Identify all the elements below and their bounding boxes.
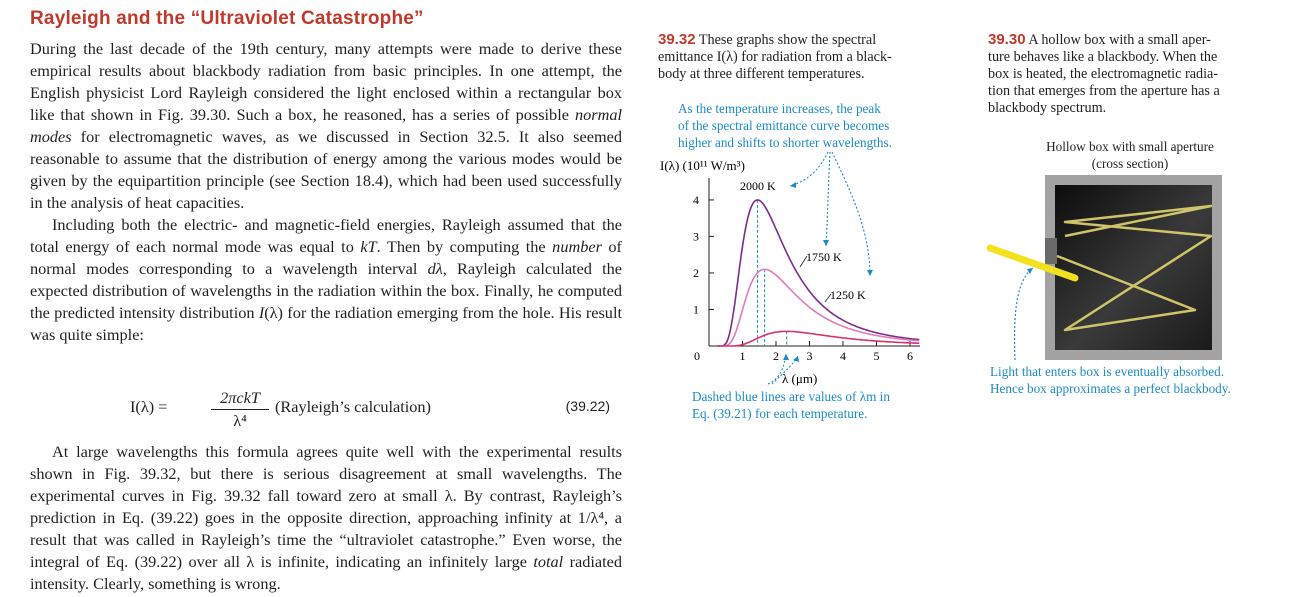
figure-39-30-number: 39.30: [988, 31, 1026, 48]
box-title: [1020, 138, 1240, 172]
series-label-1750k: 1750 K: [806, 250, 842, 264]
chart-note-line: higher and shifts to shorter wavelengths.: [678, 135, 892, 150]
equation-fraction: [211, 388, 269, 431]
box-title-line: (cross section): [1091, 156, 1169, 171]
y-tick-label: 4: [693, 192, 699, 207]
chart-note-line: As the temperature increases, the peak: [678, 101, 881, 116]
x-tick-label: 1: [739, 349, 746, 363]
box-title-line: Hollow box with small aperture: [1046, 139, 1214, 154]
figure-39-30-caption-line: box is heated, the electromagnetic radia-: [988, 66, 1219, 82]
equation-39-22: [30, 388, 622, 428]
x-tick-label: 2: [772, 349, 779, 363]
chart-note-line: of the spectral emittance curve becomes: [678, 118, 890, 133]
hollow-box-diagram: [985, 170, 1285, 370]
figure-39-30-caption-line: tion that emerges from the aperture has a: [988, 83, 1220, 99]
figure-39-32-caption-line: emittance I(λ) for radiation from a black-: [658, 49, 892, 65]
annotation-arrowhead: [793, 356, 799, 362]
equation-denominator: λ⁴: [233, 411, 247, 430]
curve-2000k: [717, 200, 919, 346]
annotation-arrowhead: [867, 270, 873, 276]
paragraph-3: [30, 441, 622, 595]
paragraph-1-text: During the last decade of the 19th century, many attempts were made to derive these empirical results about blackbody radiation from basic principles. In one attempt, the English physicist Lord Rayleigh considered the light enclosed within a rectangular box like that shown in Fig. 39.30. Such a box, he reasoned, has a series of possible normal modes for electromagnetic waves, as we discussed in Section 32.5. It also seemed reasonable to assume that the distribution of energy among the various modes would be given by the equipartition principle (see Section 18.4), which had been used successfully in the analysis of heat capacities.: [30, 39, 622, 212]
chart-note-top: [678, 100, 938, 151]
y-axis-label: I(λ) (10¹¹ W/m³): [660, 158, 745, 173]
annotation-arrowhead: [790, 182, 796, 188]
equation-lhs: I(λ) =: [130, 397, 168, 416]
annotation-arrowhead: [823, 240, 829, 246]
series-label-1250k: 1250 K: [830, 288, 866, 302]
equation-numerator: 2πckT: [211, 388, 269, 410]
chart-note-bottom: [692, 388, 937, 422]
y-tick-label: 3: [693, 229, 699, 244]
box-note-line: Hence box approximates a perfect blackbody.: [990, 381, 1231, 396]
figure-39-30-caption-line: A hollow box with a small aper-: [1028, 32, 1211, 48]
x-tick-label: 3: [806, 349, 813, 363]
box-note-line: Light that enters box is eventually absorbed.: [990, 364, 1225, 379]
figure-39-32-caption: [658, 31, 948, 83]
x-tick-label: 0: [694, 349, 700, 363]
section-heading: Rayleigh and the “Ultraviolet Catastrophe”: [30, 8, 424, 29]
figure-39-30-caption-line: blackbody spectrum.: [988, 100, 1107, 116]
chart-note-line: Dashed blue lines are values of λm in: [692, 389, 890, 404]
figure-39-30-caption: [988, 31, 1278, 117]
paragraph-1: [30, 38, 622, 346]
x-tick-label: 4: [839, 349, 846, 363]
equation-note: (Rayleigh’s calculation): [275, 397, 431, 416]
y-tick-label: 1: [693, 302, 699, 317]
y-tick-label: 2: [693, 265, 699, 280]
series-label-2000k: 2000 K: [740, 179, 776, 193]
annotation-arrow: [826, 152, 830, 246]
annotation-arrow: [1015, 268, 1033, 360]
chart-note-line: Eq. (39.21) for each temperature.: [692, 406, 868, 421]
x-tick-label: 5: [873, 349, 880, 363]
curve-1250k: [717, 331, 919, 346]
annotation-arrow: [790, 152, 828, 186]
annotation-arrowhead: [783, 354, 789, 360]
figure-39-32-number: 39.32: [658, 31, 696, 48]
paragraph-3-text: At large wavelengths this formula agrees quite well with the experimental results shown in Fig. 39.32, but there is serious disagreement at small wavelengths. The experimental curves in Fig. 39.32 fall toward zero at small λ. By contrast, Rayleigh’s prediction in Eq. (39.22) goes in the opposite direction, approaching infinity at 1/λ⁴, a result that was called in Rayleigh’s time the “ultraviolet catastrophe.” Even worse, the integral of Eq. (39.22) over all λ is infinite, indicating an infinitely large total radiated intensity. Clearly, something is wrong.: [30, 442, 622, 593]
x-tick-label: 6: [906, 349, 913, 363]
equation-number: (39.22): [565, 398, 610, 414]
spectral-emittance-chart: [650, 150, 940, 390]
box-aperture: [1045, 238, 1057, 264]
figure-39-32-caption-line: body at three different temperatures.: [658, 66, 865, 82]
x-axis-label: λ (μm): [782, 371, 818, 386]
figure-39-32-caption-line: These graphs show the spectral: [698, 32, 877, 48]
figure-39-30-caption-line: ture behaves like a blackbody. When the: [988, 49, 1218, 65]
paragraph-2-text: Including both the electric- and magnetic-field energies, Rayleigh assumed that the total energy of each normal mode was equal to kT. Then by computing the number of normal modes corresponding to a wavelength interval dλ, Rayleigh calculated the expected distribution of wavelengths in the radiation within the box. Finally, he computed the predicted intensity distribution I(λ) for the radiation emerging from the hole. His result was quite simple:: [30, 215, 622, 344]
box-note: [990, 363, 1280, 397]
